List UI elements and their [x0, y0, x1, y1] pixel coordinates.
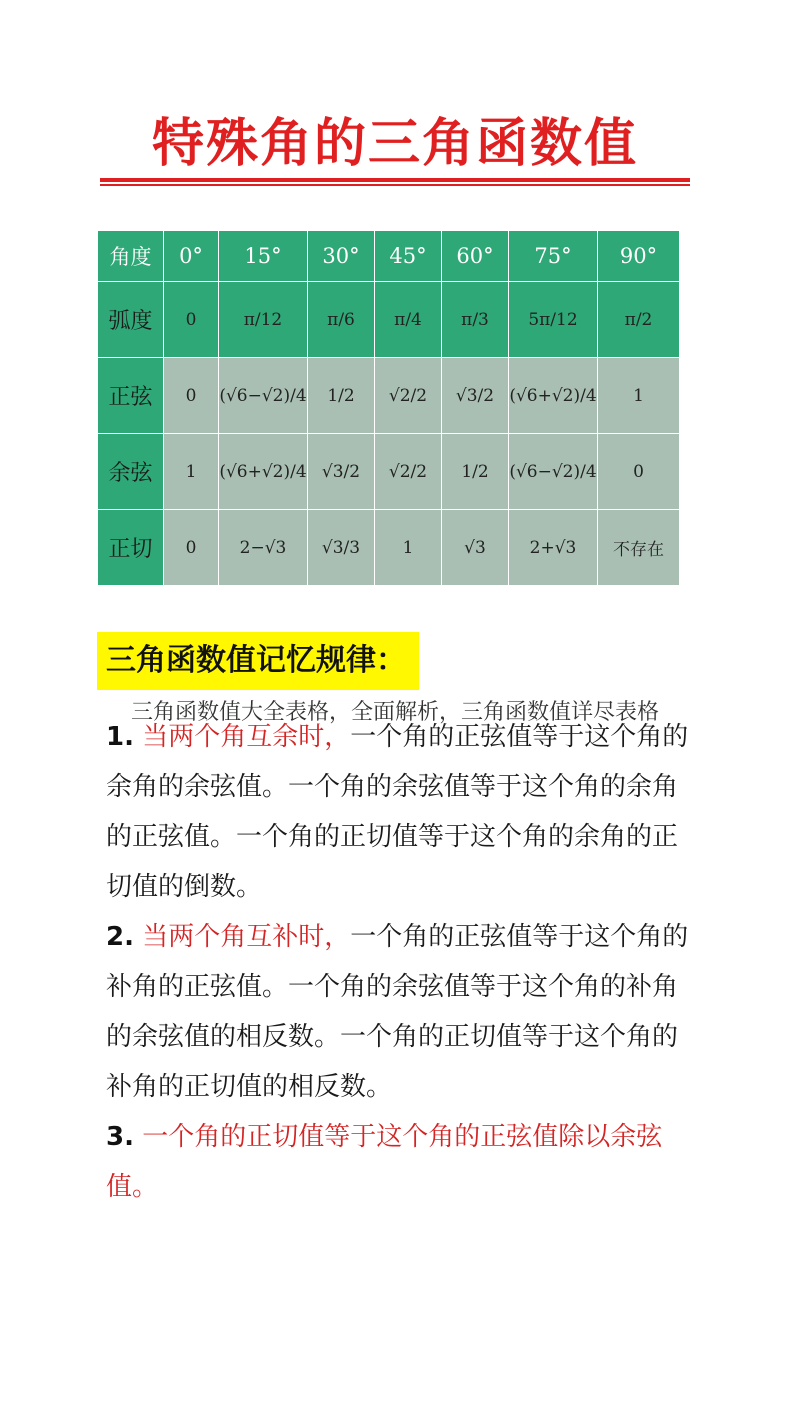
- header-cell: 45°: [375, 231, 442, 282]
- rule-item: [106, 1112, 696, 1212]
- table-cell: π/6: [308, 282, 375, 358]
- row-label: 余弦: [98, 434, 164, 510]
- table-cell: 1: [598, 358, 680, 434]
- overlay-caption: 三角函数值大全表格，全面解析，三角函数值详尽表格: [130, 700, 659, 725]
- header-cell: 90°: [598, 231, 680, 282]
- rule-highlight: 当两个角互余时，: [142, 722, 351, 752]
- table-cell: √3/2: [308, 434, 375, 510]
- page-title: 特殊角的三角函数值: [151, 114, 638, 174]
- table-cell: π/12: [219, 282, 308, 358]
- table-row: [98, 282, 680, 358]
- row-label: 正弦: [98, 358, 164, 434]
- header-cell: 角度: [98, 231, 164, 282]
- table-cell: √2/2: [375, 358, 442, 434]
- table-cell: 1/2: [442, 434, 509, 510]
- table-cell: π/4: [375, 282, 442, 358]
- header-cell: 30°: [308, 231, 375, 282]
- table-cell: π/3: [442, 282, 509, 358]
- memory-rules: [106, 712, 696, 1212]
- rule-highlight: 当两个角互补时，: [142, 922, 351, 952]
- rule-number: 3.: [106, 1122, 134, 1152]
- header-cell: 60°: [442, 231, 509, 282]
- table-cell: 0: [164, 510, 219, 586]
- table-row: [98, 434, 680, 510]
- table-cell: 5π/12: [509, 282, 598, 358]
- memory-heading: 三角函数值记忆规律：: [106, 643, 406, 678]
- table-cell: √3: [442, 510, 509, 586]
- table-row: [98, 358, 680, 434]
- table-header-row: [98, 231, 680, 282]
- rule-text: 一个角的正弦值等于这个角的补角的正弦值。一个角的余弦值等于这个角的补角的余弦值的相反数。一个角的正切值等于这个角的补角的正切值的相反数。: [106, 922, 689, 1102]
- trig-value-table: [97, 230, 680, 586]
- table-cell: (√6+√2)/4: [219, 434, 308, 510]
- title-underline: [100, 178, 690, 186]
- table-cell: 不存在: [598, 510, 680, 586]
- rule-text: 一个角的正弦值等于这个角的余角的余弦值。一个角的余弦值等于这个角的余角的正弦值。一个角的正切值等于这个角的余角的正切值的倒数。: [106, 722, 689, 902]
- rule-item: [106, 712, 696, 912]
- row-label: 正切: [98, 510, 164, 586]
- table-cell: 0: [598, 434, 680, 510]
- table-cell: (√6−√2)/4: [509, 434, 598, 510]
- table-cell: π/2: [598, 282, 680, 358]
- rule-highlight: 一个角的正切值等于这个角的正弦值除以余弦值。: [106, 1122, 663, 1202]
- table-cell: 2−√3: [219, 510, 308, 586]
- header-cell: 75°: [509, 231, 598, 282]
- table-cell: 0: [164, 282, 219, 358]
- rule-number: 1.: [106, 722, 134, 752]
- table-cell: √3/3: [308, 510, 375, 586]
- table-cell: (√6−√2)/4: [219, 358, 308, 434]
- table-cell: √3/2: [442, 358, 509, 434]
- table-cell: 1: [164, 434, 219, 510]
- rule-number: 2.: [106, 922, 134, 952]
- header-cell: 0°: [164, 231, 219, 282]
- rule-item: [106, 912, 696, 1112]
- row-label: 弧度: [98, 282, 164, 358]
- table-cell: 1: [375, 510, 442, 586]
- table-cell: 2+√3: [509, 510, 598, 586]
- table-cell: √2/2: [375, 434, 442, 510]
- table-cell: 0: [164, 358, 219, 434]
- table-cell: (√6+√2)/4: [509, 358, 598, 434]
- table-row: [98, 510, 680, 586]
- header-cell: 15°: [219, 231, 308, 282]
- table-cell: 1/2: [308, 358, 375, 434]
